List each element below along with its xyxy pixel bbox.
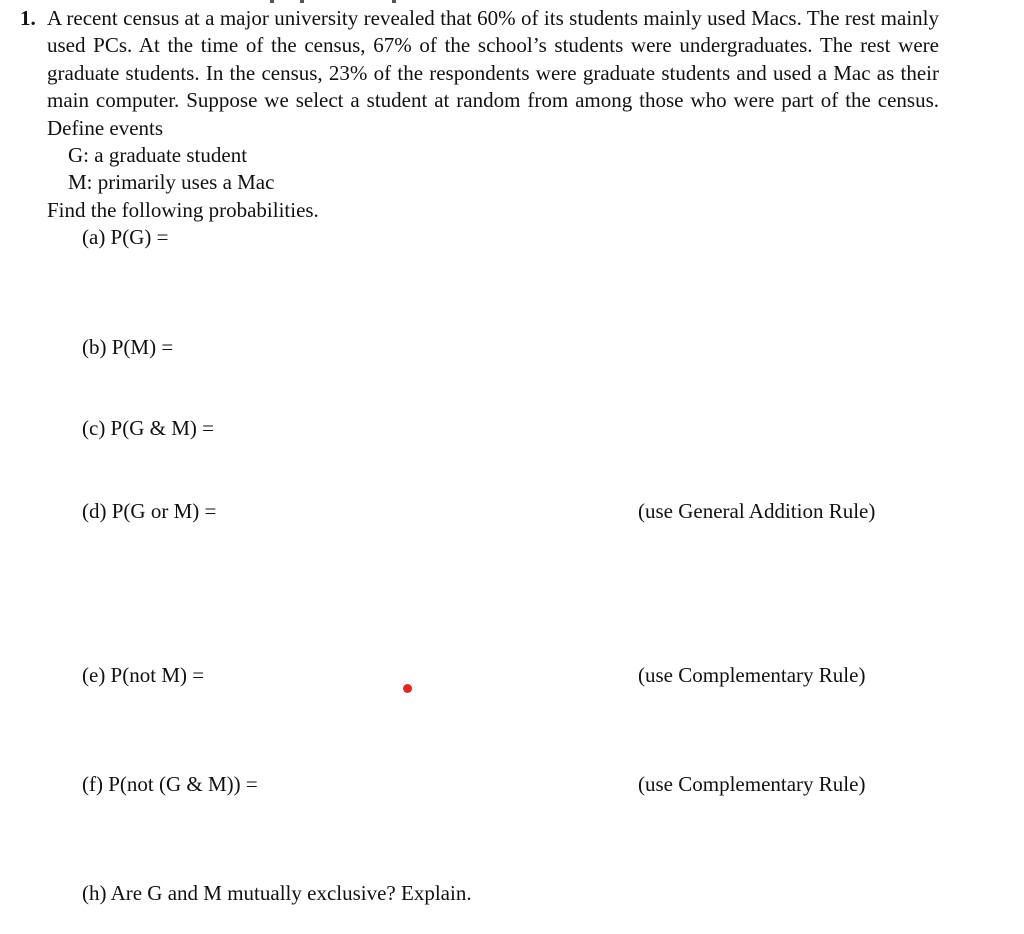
hint-complementary-rule: (use Complementary Rule) bbox=[638, 772, 866, 796]
instruction-text: Find the following probabilities. bbox=[47, 198, 319, 222]
question-h: (h) Are G and M mutually exclusive? Explain. bbox=[82, 881, 472, 905]
question-f: (f) P(not (G & M)) = bbox=[82, 772, 258, 796]
cropped-text-fragment bbox=[270, 0, 274, 3]
question-b: (b) P(M) = bbox=[82, 335, 174, 359]
hint-complementary-rule: (use Complementary Rule) bbox=[638, 663, 866, 687]
event-definition-m: M: primarily uses a Mac bbox=[68, 170, 275, 194]
cropped-text-fragment bbox=[300, 0, 304, 3]
event-definition-g: G: a graduate student bbox=[68, 143, 248, 167]
question-a: (a) P(G) = bbox=[82, 225, 169, 249]
question-c: (c) P(G & M) = bbox=[82, 416, 214, 440]
problem-number: 1. bbox=[20, 6, 36, 30]
problem-statement: A recent census at a major university revealed that 60% of its students mainly used Macs. The rest mainly used PCs. At the time of the census, 67% of the school’s students were undergraduates. The rest were graduate students. In the census, 23% of the respondents were graduate students and used a Mac as their main computer. Suppose we select a student at random from among those who were part of the census. Define events bbox=[47, 6, 939, 140]
hint-general-addition-rule: (use General Addition Rule) bbox=[638, 499, 876, 523]
red-dot-marker bbox=[403, 684, 412, 693]
question-e: (e) P(not M) = bbox=[82, 663, 205, 687]
question-d: (d) P(G or M) = bbox=[82, 499, 217, 523]
cropped-text-fragment bbox=[392, 0, 396, 3]
